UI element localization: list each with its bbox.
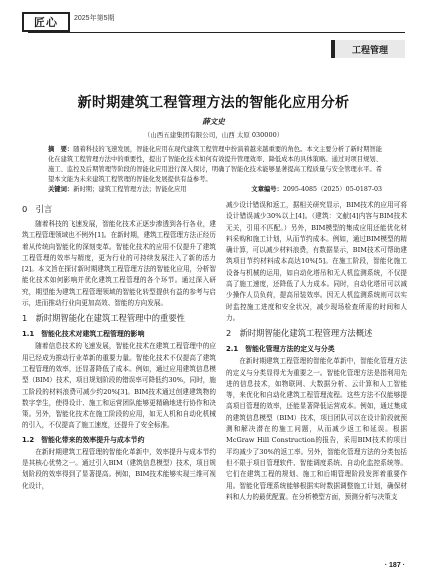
section-2-1-paragraph: 在新时期建筑工程管理的智能化革新中，智能化管理方法的定义与分类显得尤为重要之一。智能化管理方法是指利用先进的信息技术，如物联网、大数据分析、云计算和人工智能等，来优化和自动化建筑工程管理流程。这些方法不仅能够提高项目管理的效率，还能显著降低运营成本。例如，通过集成的建筑信息模型（BIM）技术，项目团队可以在设计阶段就预测和解决潜在的施工问题，从而减少返工和延误。根据McGraw Hill Construction的报告，采用BIM技术的项目平均减少了30%的返工率。另外，智能化管理方法的分类包括但不限于项目管理软件、智能调度系统、自动化监控系统等。它们在建筑工程的规划、施工和后期管理阶段发挥着重要作用。智能化管理系统能够根据实时数据调整施工计划，确保材料和人力的最优配置。在分析模型方面，预测分析与决策支 — [226, 357, 407, 501]
keywords-label: 关键词： — [48, 186, 74, 193]
left-column — [22, 200, 216, 492]
right-column — [226, 200, 407, 503]
issue-label: 2025年第5期 — [74, 15, 115, 22]
section-1-1-heading: 1.1 智能化技术对建筑工程管理的影响 — [22, 330, 145, 339]
section-tab: 工程管理 — [331, 40, 405, 58]
article-author: 薛文史 — [202, 117, 225, 126]
journal-header — [0, 0, 427, 58]
abstract-text: 随着科技的飞速发展，智能化应用在现代建筑工程管理中扮演着越来越重要的角色。本文主要分析了新时期智能化在建筑工程管理方法中的重要性，提出了智能化技术如何有效提升管理效率、降低成本的具体策略。通过对项目规划、施工、监控及后期管理等阶段的智能化应用进行深入探讨，明确了智能化技术能够显著提高工程质量与安全管理水平。希望本文能为未来建筑工程管理的智能化发展提供有益参考。 — [48, 146, 383, 183]
abstract-label: 摘 要： — [48, 146, 74, 153]
article-title: 新时期建筑工程管理方法的智能化应用分析 — [77, 95, 350, 111]
intro-paragraph: 随着科技的飞速发展，智能化技术正逐步渗透到各行各业，建筑工程管理领域也不例外[1]。在新时期，建筑工程管理方法正经历着从传统向智能化的深刻变革。智能化技术的应用不仅提升了建筑工程管理的效率与精度，更为行业的可持续发展注入了新的活力[2]。本文旨在探讨新时期建筑工程管理方法的智能化应用，分析智能化技术如何影响并优化建筑工程管理的各个环节。通过深入研究，期望能为建筑工程管理领域的智能化转型提供有益的参考与启示，进而推动行业向更加高效、智能的方向发展。 — [22, 220, 216, 308]
section-1-heading: 1 新时期智能化在建筑工程管理中的重要性 — [22, 313, 185, 324]
keywords-text: 新时期；建筑工程管理方法；智能化应用 — [73, 186, 187, 193]
section-2-1-heading: 2.1 智能化管理方法的定义与分类 — [226, 345, 335, 354]
article-number-value: 2095-4085（2025）05-0187-03 — [282, 186, 382, 193]
header-rule — [28, 32, 405, 33]
abstract — [48, 145, 382, 185]
intro-heading: 0 引言 — [22, 204, 53, 214]
journal-logo — [22, 12, 70, 32]
article-number-label: 文章编号： — [251, 186, 283, 193]
section-1-2-heading: 1.2 智能化带来的效率提升与成本节约 — [22, 435, 145, 444]
section-2-heading: 2 新时期智能化建筑工程管理方法概述 — [226, 328, 373, 339]
logo-text: 匠心 — [34, 16, 58, 29]
section-1-1-paragraph: 随着信息技术的飞速发展，智能化技术在建筑工程管理中的应用已经成为推动行业革新的重要力量。智能化技术不仅提高了建筑工程管理的效率，还显著降低了成本。例如，通过应用建筑信息模型（BIM）技术，项目规划阶段的错误率可降低约30%，同时，施工阶段的材料浪费可减少约20%[3]。BIM技术通过创建建筑物的数字孪生，使得设计、施工和运营团队能够更精确地进行协作和决策。另外，智能化技术在施工阶段的应用，如无人机和自动化机械的引入，不仅提高了施工速度，还提升了安全标准。 — [22, 342, 216, 430]
keywords — [48, 184, 187, 193]
author-affiliation: （山西五建集团有限公司，山西 太原 030000） — [143, 131, 284, 139]
continued-paragraph: 减少设计错误和返工，据相关研究显示，BIM技术的应用可将设计错误减少30%以上[4]。（建筑：文献[4]内容与BIM技术无关，引用不匹配。）另外，BIM模型的集成应用还能优化材料采购和施工计划，从而节约成本。例如，通过BIM模型的精确计算，可以减少材料浪费，有数据显示，BIM技术可帮助建筑项目节约材料成本高达10%[5]。在施工阶段，智能化施工设备与机械的运用，如自动化塔吊和无人机监测系统，不仅提高了施工速度，还降低了人力成本。同时，自动化塔吊可以减少操作人员负荷，提高吊装效率。因无人机监测系统则可以实时监控施工进度和安全状况，减少现场检查所需的时间和人力。 — [226, 201, 407, 322]
page-number: · 187 · — [384, 562, 405, 569]
section-1-2-paragraph: 在新时期建筑工程管理的智能化革新中，效率提升与成本节约是其核心优势之一。通过引入BIM（建筑信息模型）技术，项目规划阶段的效率得到了显著提高。例如，BIM技术能够实现三维可视化设计， — [22, 447, 216, 490]
keywords-row — [48, 184, 382, 193]
article-number — [251, 184, 382, 193]
